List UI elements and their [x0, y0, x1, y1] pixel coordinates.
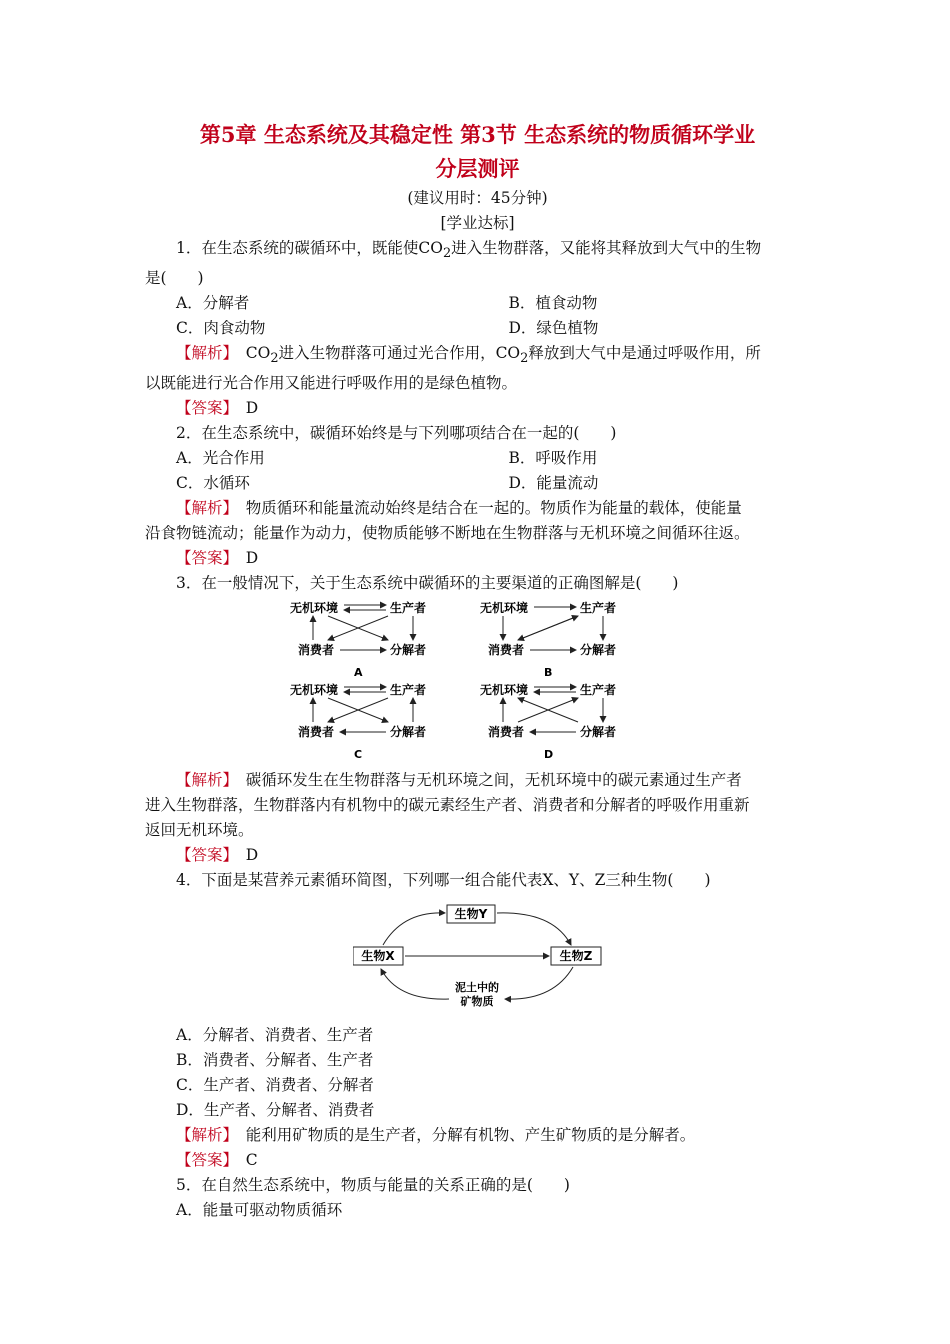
q4-label-y: 生物Y [454, 907, 487, 922]
q1-answer: 【答案】 D [176, 399, 259, 418]
time-note: (建议用时：45分钟) [407, 189, 548, 207]
q3b-decomposer-label: 分解者 [579, 643, 616, 658]
q2-option-d: D．能量流动 [508, 474, 599, 493]
q1-analysis-cont: 以既能进行光合作用又能进行呼吸作用的是绿色植物。 [145, 374, 518, 393]
q4-stem: 4．下面是某营养元素循环简图，下列哪一组合能代表X、Y、Z三种生物( ) [176, 871, 711, 890]
q3-diagram-grid [288, 600, 668, 764]
q2-options-row1 [145, 446, 810, 471]
q3-analysis: 【解析】 碳循环发生在生物群落与无机环境之间，无机环境中的碳元素通过生产者 [176, 771, 742, 790]
q1-options-row2 [145, 316, 810, 341]
q3-answer: 【答案】 D [176, 846, 259, 865]
q3d-consumer-label: 消费者 [487, 725, 524, 740]
q3c-producer-label: 生产者 [389, 683, 426, 698]
q3c-env-label: 无机环境 [289, 683, 338, 698]
doc-title-line2: 分层测评 [435, 156, 520, 181]
q3-diagram-d [478, 682, 668, 764]
q2-analysis-cont: 沿食物链流动；能量作为动力，使物质能够不断地在生物群落与无机环境之间循环往返。 [145, 524, 750, 543]
q1-stem-cont: 是( ) [145, 269, 204, 288]
q3b-producer-label: 生产者 [579, 601, 616, 616]
q3b-caption: B [543, 666, 552, 680]
q3c-consumer-label: 消费者 [297, 725, 334, 740]
q4-label-x: 生物X [360, 949, 395, 964]
q4-option-d: D．生产者、分解者、消费者 [176, 1101, 375, 1120]
q2-options-row2 [145, 471, 810, 496]
q2-analysis: 【解析】 物质循环和能量流动始终是结合在一起的。物质作为能量的载体，使能量 [176, 499, 742, 518]
q3d-producer-label: 生产者 [579, 683, 616, 698]
q4-answer: 【答案】 C [176, 1151, 258, 1170]
q4-option-c: C．生产者、消费者、分解者 [176, 1076, 374, 1095]
section-heading: [学业达标] [440, 214, 515, 232]
q3a-decomposer-label: 分解者 [389, 643, 426, 658]
q3c-caption: C [353, 748, 362, 762]
q3a-producer-label: 生产者 [389, 601, 426, 616]
q4-option-a: A．分解者、消费者、生产者 [176, 1026, 374, 1045]
q3a-consumer-label: 消费者 [297, 643, 334, 658]
q2-option-c: C．水循环 [176, 474, 250, 493]
q3d-caption: D [543, 748, 553, 762]
q2-option-a: A．光合作用 [176, 449, 265, 468]
q3d-decomposer-label: 分解者 [579, 725, 616, 740]
q1-option-d: D．绿色植物 [508, 319, 599, 338]
q2-option-b: B．呼吸作用 [508, 449, 598, 468]
q3c-decomposer-label: 分解者 [389, 725, 426, 740]
document-page [145, 118, 810, 1223]
q1-analysis: 【解析】 $CO_2$进入生物群落可通过光合作用，$CO_2$释放到大气中是通过呼吸作用，所 [176, 344, 761, 367]
q5-stem: 5．在自然生态系统中，物质与能量的关系正确的是( ) [176, 1176, 570, 1195]
q3-analysis-cont2: 返回无机环境。 [145, 821, 254, 840]
q4-cycle-diagram [353, 901, 603, 1013]
q3-analysis-cont1: 进入生物群落，生物群落内有机物中的碳元素经生产者、消费者和分解者的呼吸作用重新 [145, 796, 750, 815]
q4-label-z: 生物Z [559, 949, 592, 964]
q2-answer: 【答案】 D [176, 549, 259, 568]
q5-option-a: A．能量可驱动物质循环 [176, 1201, 343, 1220]
q1-stem: 1．在生态系统的碳循环中，既能使$CO_2$进入生物群落，又能将其释放到大气中的生物 [176, 239, 762, 262]
q4-soil-label-1: 泥土中的 [454, 981, 499, 995]
q3a-env-label: 无机环境 [289, 601, 338, 616]
q1-options-row1 [145, 291, 810, 316]
q3-diagram-b [478, 600, 668, 682]
q2-stem: 2．在生态系统中，碳循环始终是与下列哪项结合在一起的( ) [176, 424, 617, 443]
q4-analysis: 【解析】 能利用矿物质的是生产者，分解有机物、产生矿物质的是分解者。 [176, 1126, 696, 1145]
q4-option-b: B．消费者、分解者、生产者 [176, 1051, 374, 1070]
q3a-caption: A [353, 666, 363, 680]
q3-diagram-c [288, 682, 478, 764]
q3-stem: 3．在一般情况下，关于生态系统中碳循环的主要渠道的正确图解是( ) [176, 574, 679, 593]
q4-soil-label-2: 矿物质 [460, 995, 493, 1009]
q3b-consumer-label: 消费者 [487, 643, 524, 658]
q1-option-c: C．肉食动物 [176, 319, 266, 338]
q1-option-a: A．分解者 [176, 294, 250, 313]
doc-title-line1: 第5章 生态系统及其稳定性 第3节 生态系统的物质循环学业 [199, 122, 756, 147]
q3-diagram-a [288, 600, 478, 682]
q3b-env-label: 无机环境 [479, 601, 528, 616]
q1-option-b: B．植食动物 [508, 294, 598, 313]
q3d-env-label: 无机环境 [479, 683, 528, 698]
